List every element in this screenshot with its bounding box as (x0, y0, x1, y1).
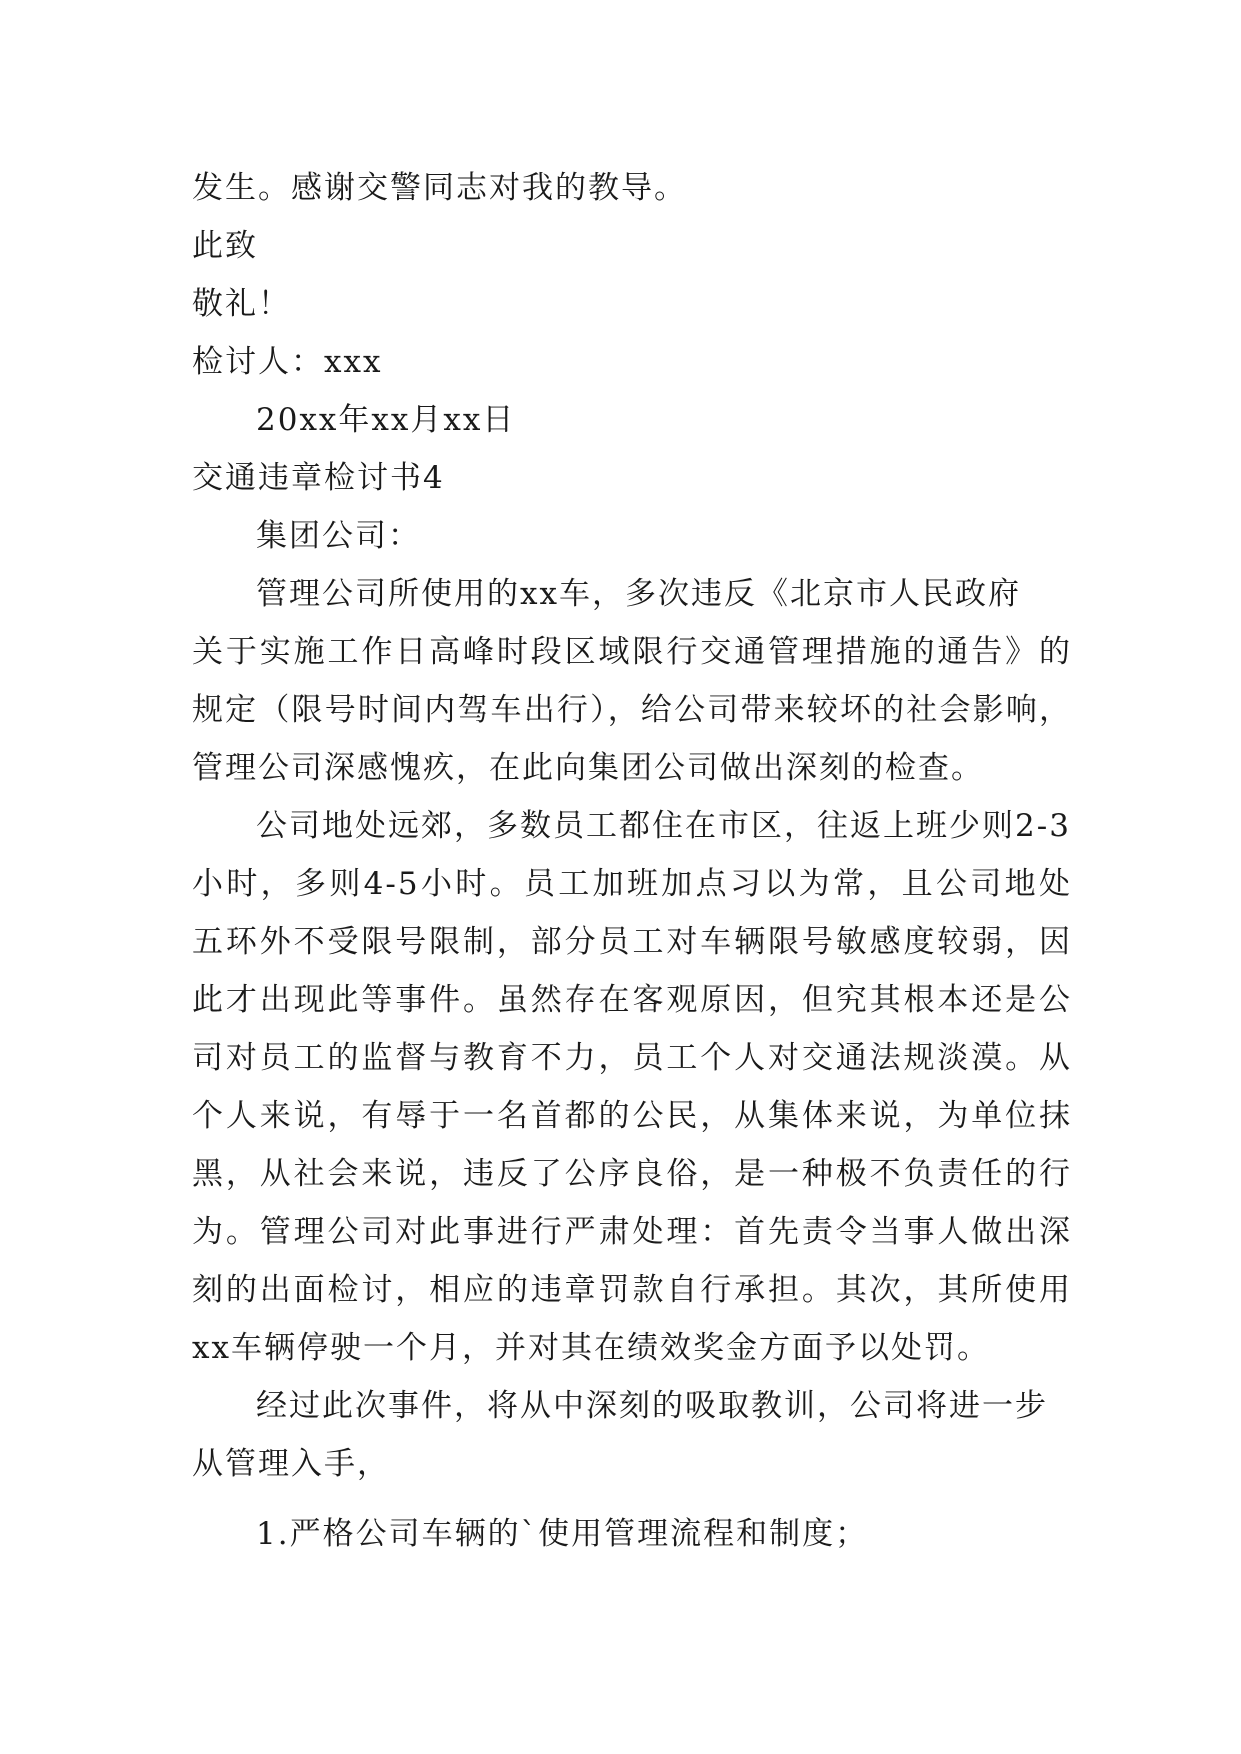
paragraph-1-line-2: 关于实施工作日高峰时段区域限行交通管理措施的通告》的 (192, 634, 1072, 670)
salutation-jingli: 敬礼！ (192, 286, 291, 322)
paragraph-3-line-1: 经过此次事件，将从中深刻的吸取教训，公司将进一步 (256, 1388, 1048, 1424)
paragraph-2-line-2: 小时，多则4-5小时。员工加班加点习以为常，且公司地处 (192, 866, 1072, 902)
salutation-cizhi: 此致 (192, 228, 258, 264)
paragraph-2-line-4: 此才出现此等事件。虽然存在客观原因，但究其根本还是公 (192, 982, 1072, 1018)
paragraph-2-line-6: 个人来说，有辱于一名首都的公民，从集体来说，为单位抹 (192, 1098, 1072, 1134)
paragraph-3-line-2: 从管理入手， (192, 1446, 390, 1482)
paragraph-2-line-1: 公司地处远郊，多数员工都住在市区，往返上班少则2-3 (256, 808, 1071, 844)
paragraph-1-line-3: 规定（限号时间内驾车出行），给公司带来较坏的社会影响， (192, 692, 1072, 728)
section-title: 交通违章检讨书4 (192, 460, 445, 496)
paragraph-1-line-1: 管理公司所使用的xx车，多次违反《北京市人民政府 (256, 576, 1021, 612)
paragraph-2-line-9: 刻的出面检讨，相应的违章罚款自行承担。其次，其所使用 (192, 1272, 1072, 1308)
paragraph-2-line-8: 为。管理公司对此事进行严肃处理：首先责令当事人做出深 (192, 1214, 1072, 1250)
closing-sentence: 发生。感谢交警同志对我的教导。 (192, 170, 687, 206)
paragraph-1-line-4: 管理公司深感愧疚，在此向集团公司做出深刻的检查。 (192, 750, 984, 786)
paragraph-2-line-3: 五环外不受限号限制，部分员工对车辆限号敏感度较弱，因 (192, 924, 1072, 960)
signer-line: 检讨人：xxx (192, 344, 383, 380)
addressee-line: 集团公司： (256, 518, 421, 554)
paragraph-2-line-10: xx车辆停驶一个月，并对其在绩效奖金方面予以处罚。 (192, 1330, 990, 1366)
paragraph-2-line-5: 司对员工的监督与教育不力，员工个人对交通法规淡漠。从 (192, 1040, 1072, 1076)
date-line: 20xx年xx月xx日 (256, 402, 516, 438)
paragraph-2-line-7: 黑，从社会来说，违反了公序良俗，是一种极不负责任的行 (192, 1156, 1072, 1192)
list-item-1: 1.严格公司车辆的`使用管理流程和制度； (256, 1516, 869, 1552)
